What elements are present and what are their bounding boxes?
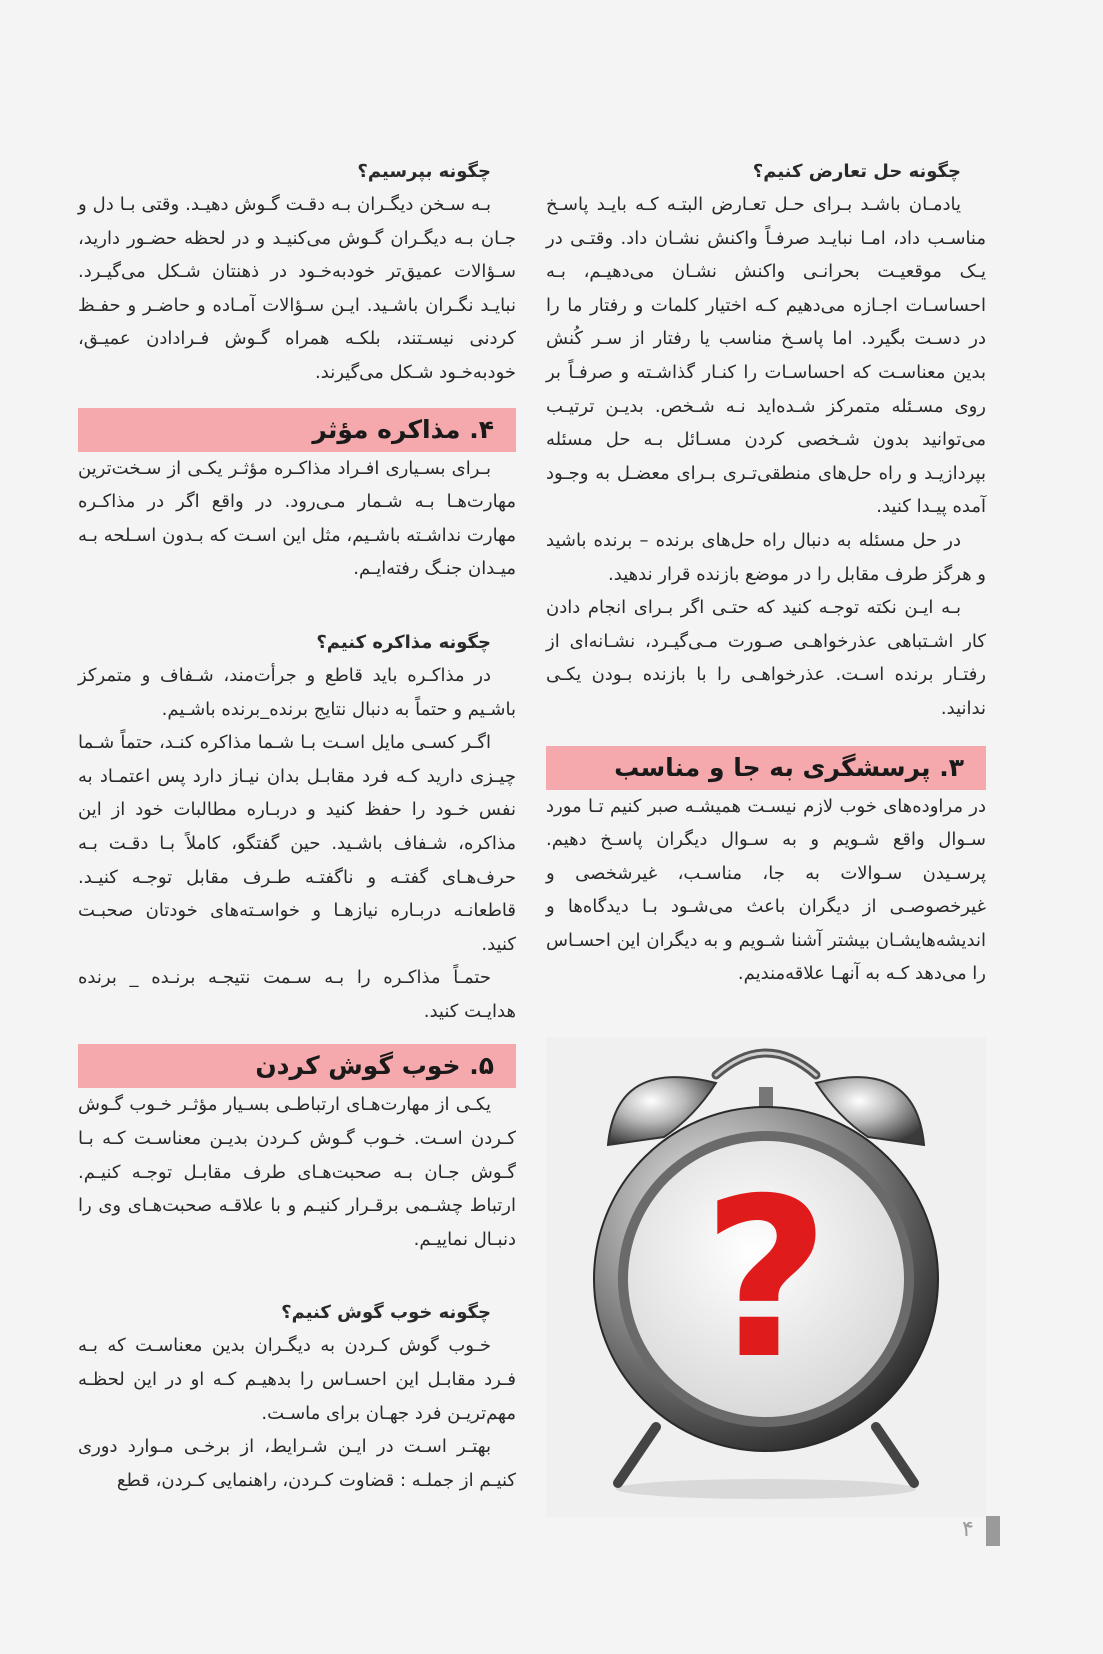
conflict-paragraph-2: در حل مسئله به دنبال راه حل‌های برنده – برنده باشید و هرگز طرف مقابل را در موضع بازنده قرار ندهید. bbox=[546, 529, 986, 585]
section-5-paragraph: یکـی از مهارت‌هـای ارتباطـی بسـیار مؤثـر خـوب گـوش کـردن اسـت. خـوب گـوش کـردن بدیـن معناسـت کـه بـا گـوش جـان بـه صحبت‌هـای طرف مقابـل توجـه کنیـم. ارتباط چشـمی برقـرار کنیـم و با علاقـه صحبت‌هـای وی را دنبـال نماییـم. bbox=[78, 1094, 516, 1250]
alarm-clock-icon bbox=[546, 1037, 986, 1517]
section-3-paragraph: در مراوده‌های خوب لازم نیسـت همیشـه صبر کنیم تـا مورد سـوال واقع شـویم و به سـوال دیگران پاسـخ دهیم. پرسـیدن سـوالات به جا، مناسـب، غیرشخصی و غیرخصوصـی از دیگران باعث می‌شـود بـا دیدگاه‌ها و اندیشه‌هایشـان بیشتر آشنا شـویم و به دیگران این احسـاس را می‌دهد کـه به آنهـا علاقه‌مندیم. bbox=[546, 795, 986, 985]
conflict-heading: چگونه حل تعارض کنیم؟ bbox=[752, 161, 961, 182]
negotiate-paragraph-3: حتمـاً مذاکـره را بـه سـمت نتیجـه برنـده _ برنده هدایـت کنید. bbox=[78, 967, 516, 1022]
section-5-title: ۵. خوب گوش کردن bbox=[78, 1044, 516, 1088]
right-column bbox=[546, 155, 986, 991]
section-4-paragraph: بـرای بسـیاری افـراد مذاکـره مؤثـر یکـی از سـخت‌ترین مهارت‌هـا بـه شـمار مـی‌رود. در واقع اگر در مذاکـره مهارت نداشـته باشـیم، مثل این اسـت که بـدون اسـلحه بـه میـدان جنـگ رفته‌ایـم. bbox=[78, 457, 516, 580]
conflict-paragraph-3: بـه ایـن نکته توجـه کنید که حتـی اگر بـرای انجام دادن کار اشـتباهی عذرخواهـی صـورت مـی‌گیـرد، نشـانه‌ای از رفتـار برنده اسـت. عذرخواهـی را با بازنده بـودن یکـی ندانید. bbox=[546, 597, 986, 719]
listen-paragraph-1: خـوب گوش کـردن به دیگـران بدین معناسـت که بـه فـرد مقابـل این احسـاس را بدهیـم کـه او در این لحظـه مهم‌تریـن فرد جهـان برای ماسـت. bbox=[78, 1335, 516, 1424]
ask-heading: چگونه بپرسیم؟ bbox=[357, 161, 491, 182]
question-mark-icon: ? bbox=[702, 1151, 830, 1407]
conflict-paragraph-1: یادمـان باشـد بـرای حـل تعـارض البتـه کـه بایـد پاسـخ مناسـب داد، امـا نبایـد صرفـاً واکنش نشـان داد. وقتـی در یـک موقعیـت بحرانـی واکنش نشـان می‌دهیـم، بـه احساسـات اجـازه می‌دهیم کـه اختیار کلمات و رفتار ما را در دسـت بگیرد. اما پاسـخ مناسب یا رفتار از سـر کُنش بدین معناسـت که احساسـات را کنـار گذاشـته و صرفـاً بر روی مسـئله متمرکز شـده‌اید نـه شـخص. بدیـن ترتیـب می‌توانید بدون شـخصی کردن مسـائل بـه حل مسئله بپردازیـد و راه حل‌های منطقی‌تـری بـرای معضـل به وجـود آمده پیـدا کنید. bbox=[546, 194, 986, 518]
negotiate-heading: چگونه مذاکره کنیم؟ bbox=[316, 631, 491, 653]
listen-heading: چگونه خوب گوش کنیم؟ bbox=[281, 1302, 491, 1324]
negotiate-paragraph-2: اگـر کسـی مایل اسـت بـا شـما مذاکره کنـد، حتماً شـما چیـزی دارید کـه فرد مقابـل بدان نیـاز دارد پس اعتمـاد به نفس خـود را حفظ کنید و دربـاره مطالبات خود از این مذاکره، شـفاف باشـید. حین گفتگو، کاملاً بـا دقـت بـه حرف‌هـای گفتـه و ناگفتـه طـرف مقابل توجـه کنیـد. قاطعانـه دربـاره نیازهـا و خواسـته‌های خودتان صحبـت کنید. bbox=[78, 732, 516, 955]
section-4-title: ۴. مذاکره مؤثر bbox=[78, 408, 516, 452]
section-3-title: ۳. پرسشگری به جا و مناسب bbox=[546, 746, 986, 790]
left-column bbox=[78, 155, 516, 1497]
listen-paragraph-2: بهتـر اسـت در ایـن شـرایط، از برخـی مـوارد دوری کنیـم از جملـه : قضاوت کـردن، راهنمایی کـردن، قطع bbox=[78, 1436, 516, 1491]
alarm-clock-illustration bbox=[546, 1037, 986, 1517]
page-number: ۴ bbox=[962, 1517, 974, 1542]
negotiate-paragraph-1: در مذاکـره باید قاطع و جرأت‌مند، شـفاف و متمرکز باشـیم و حتماً به دنبال نتایج برنده_برنده باشـیم. bbox=[78, 664, 516, 720]
ask-paragraph: بـه سـخن دیگـران بـه دقـت گـوش دهیـد. وقتی بـا دل و جـان بـه دیگـران گـوش می‌کنیـد و در لحظه حضـور دارید، سـؤالات عمیق‌تر خودبه‌خـود در ذهنتان شـکل می‌گیـرد. نبایـد نگـران باشـید. ایـن سـؤالات آمـاده و حاضـر و حفـظ کردنی نیسـتند، بلکـه همراه گـوش فـرادادن عمیـق، خودبه‌خـود شـکل می‌گیرند. bbox=[78, 194, 516, 383]
page-marker bbox=[986, 1516, 1000, 1546]
